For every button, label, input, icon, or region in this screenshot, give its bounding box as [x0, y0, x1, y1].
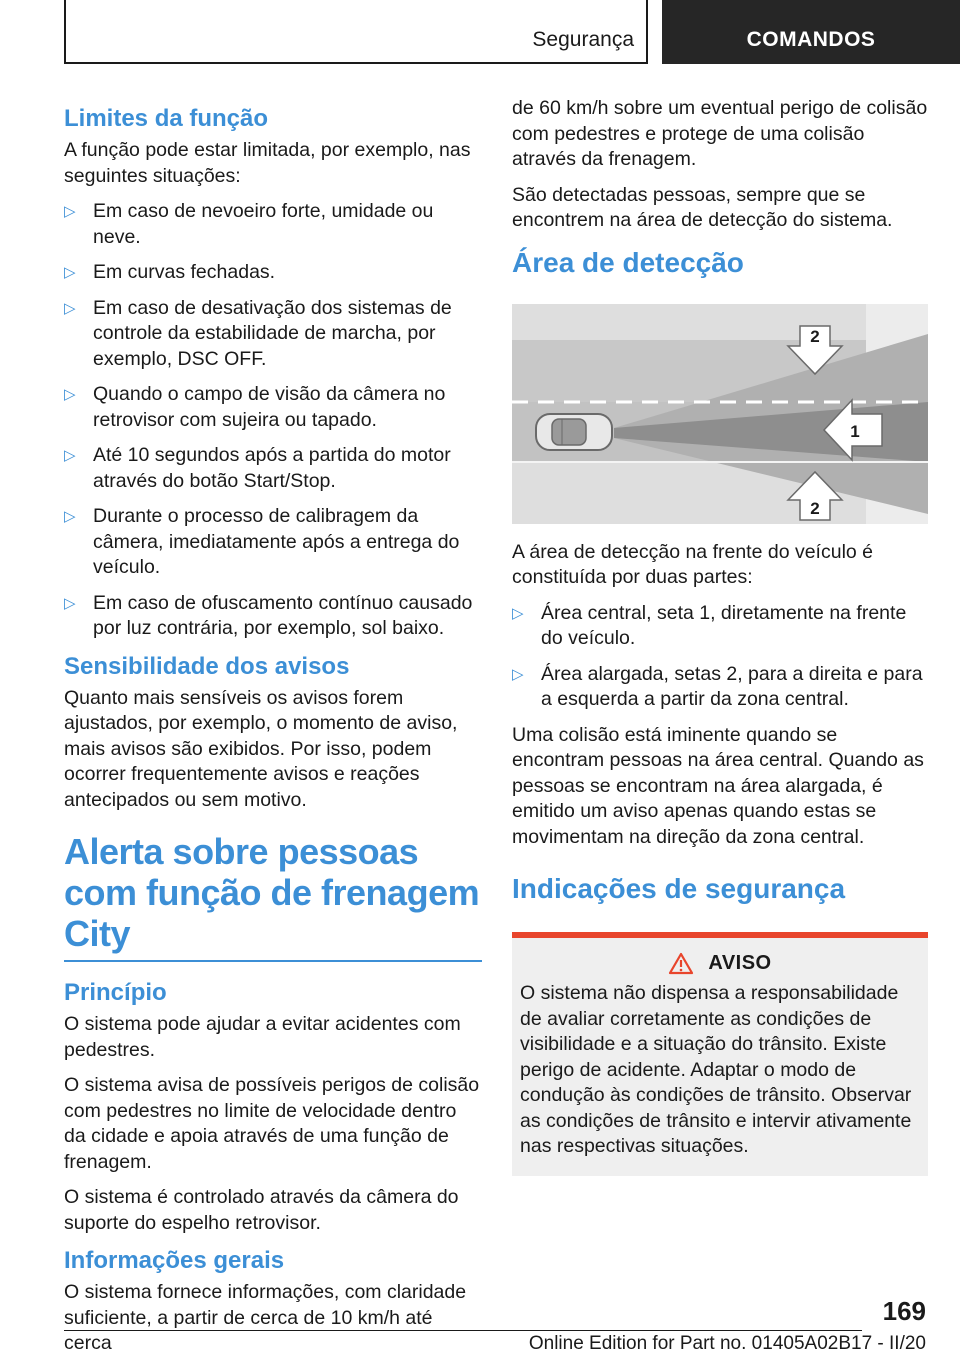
triangle-bullet-icon: ▷: [64, 447, 76, 464]
detection-area-paragraph: Uma colisão está iminente quando se encontram pessoas na área central. Quando as pessoas se encontram na área alargada, é emitido um aviso apenas quando estas se movimentam na direção da zona central.: [512, 723, 924, 848]
triangle-bullet-icon: ▷: [64, 386, 76, 403]
warning-text: O sistema não dispensa a responsabilidade de avaliar corretamente as condições de visibilidade e a situação do trânsito. Existe perigo de acidente. Adaptar o modo de condução às condições de trânsito. Observar as condições de trânsito e intervir ativamente nas respectivas situações.: [520, 982, 912, 1157]
safety-heading: Indicações de segurança: [512, 873, 846, 904]
principle-paragraph: O sistema é controlado através da câmera do suporte do espelho retrovisor.: [64, 1186, 459, 1234]
triangle-bullet-icon: ▷: [64, 594, 76, 612]
list-item: ▷ Até 10 segundos após a partida do motor através do botão Start/Stop.: [64, 444, 451, 492]
arrow-bottom-label: 2: [810, 498, 820, 518]
detection-area-list: [512, 601, 928, 713]
limits-list: [64, 199, 482, 642]
list-item: ▷ Durante o processo de calibragem da câmera, imediatamente após a entrega do veículo.: [64, 505, 460, 578]
footer-divider: [64, 1330, 862, 1331]
warning-box: [512, 932, 928, 1176]
header-chapter-label: COMANDOS: [746, 28, 876, 51]
page-number: 169: [882, 1296, 926, 1326]
list-item: ▷ Em caso de ofuscamento contínuo causado por luz contrária, por exemplo, sol baixo.: [64, 591, 473, 639]
triangle-bullet-icon: ▷: [64, 299, 76, 317]
list-item: ▷ Em curvas fechadas.: [64, 260, 482, 286]
sensitivity-text: Quanto mais sensíveis os avisos forem ajustados, por exemplo, o momento de aviso, mais avisos são exibidos. Por isso, podem ocorrer frequentemente avisos e reações antecipados ou sem motivo.: [64, 686, 458, 811]
right-column: [512, 96, 928, 1176]
main-section-heading: Alerta sobre pessoas com função de frenagem City: [64, 831, 482, 962]
general-info-paragraph: O sistema fornece informações, com claridade suficiente, a partir de cerca de 10 km/h até cerca: [64, 1281, 467, 1354]
principle-paragraph: O sistema avisa de possíveis perigos de colisão com pedestres no limite de velocidade dentro da cidade e apoia através de uma função de frenagem.: [64, 1074, 480, 1173]
triangle-bullet-icon: ▷: [512, 665, 524, 683]
list-item: ▷ Em caso de desativação dos sistemas de controle da estabilidade de marcha, por exemplo, DSC OFF.: [64, 296, 452, 370]
principle-heading: Princípio: [64, 979, 167, 1006]
arrow-center-label: 1: [850, 421, 860, 441]
header-chapter-tab: [662, 0, 960, 64]
warning-title-row: [520, 952, 920, 975]
triangle-bullet-icon: ▷: [64, 264, 76, 281]
warning-title: AVISO: [708, 952, 772, 974]
left-column: [64, 96, 482, 1367]
list-item: ▷ Quando o campo de visão da câmera no retrovisor com sujeira ou tapado.: [64, 383, 446, 431]
limits-intro: A função pode estar limitada, por exemplo, nas seguintes situações:: [64, 139, 471, 187]
triangle-bullet-icon: ▷: [64, 508, 76, 525]
warning-triangle-icon: [668, 952, 694, 975]
detection-area-figure: [512, 304, 928, 524]
continued-paragraph: de 60 km/h sobre um eventual perigo de colisão com pedestres e protege de uma colisão através da frenagem.: [512, 97, 928, 170]
header-section-box: [64, 0, 648, 64]
footer-edition: Online Edition for Part no. 01405A02B17 - II/20: [528, 1333, 926, 1354]
principle-paragraph: O sistema pode ajudar a evitar acidentes com pedestres.: [64, 1013, 461, 1061]
detection-area-intro: A área de detecção na frente do veículo é constituída por duas partes:: [512, 540, 874, 588]
detection-area-heading: Área de detecção: [512, 246, 744, 278]
continued-paragraph: São detectadas pessoas, sempre que se encontrem na área de detecção do sistema.: [512, 183, 893, 231]
list-item: ▷ Em caso de nevoeiro forte, umidade ou neve.: [64, 200, 434, 248]
triangle-bullet-icon: ▷: [64, 203, 76, 220]
limits-heading: Limites da função: [64, 105, 269, 132]
triangle-bullet-icon: ▷: [512, 604, 524, 622]
general-info-heading: Informações gerais: [64, 1247, 285, 1274]
detection-area-diagram: [512, 304, 928, 524]
arrow-top-label: 2: [810, 326, 820, 346]
vehicle-icon: [536, 414, 612, 450]
list-item: ▷ Área central, seta 1, diretamente na frente do veículo.: [512, 601, 907, 649]
header-section-label: Segurança: [532, 28, 634, 51]
list-item: ▷ Área alargada, setas 2, para a direita e para a esquerda a partir da zona central.: [512, 662, 923, 710]
sensitivity-heading: Sensibilidade dos avisos: [64, 652, 350, 680]
